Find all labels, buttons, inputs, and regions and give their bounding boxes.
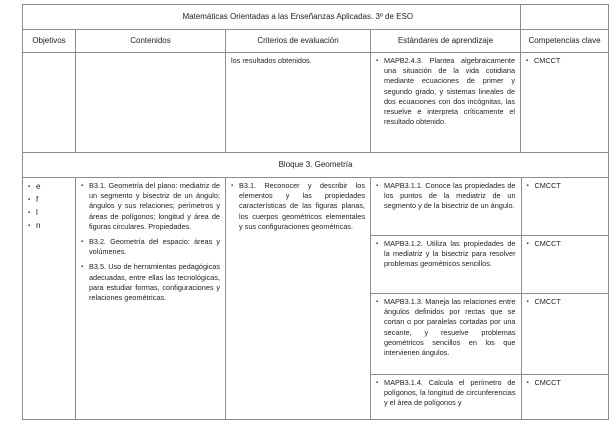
- competencia-text: ▪ CMCCT: [527, 239, 605, 249]
- continuation-row: [23, 53, 609, 153]
- criterio-item: ▪ B3.1. Reconocer y describir los elementos y las propiedades características de las figuras planas, los cuerpos geométricos elementales y sus configuraciones geométricas.: [231, 181, 365, 232]
- objetivo-item: ▪ f: [28, 194, 70, 206]
- cont-estandar-text: ▪ MAPB2.4.3. Plantea algebraicamente una situación de la vida cotidiana mediante ecuaciones de primer y segundo grado, y sistemas lineales de dos ecuaciones con dos incógnitas, las resuelve e interpreta críticamente el resultado obtenido.: [376, 56, 515, 127]
- cont-contenidos: [76, 53, 226, 153]
- objetivo-item: ▪ e: [28, 181, 70, 193]
- estandar-text: ▪ MAPB3.1.2. Utiliza las propiedades de la mediatriz y la bisectriz para resolver problemas geométricos sencillos.: [376, 239, 516, 270]
- competencia-cell: [521, 178, 609, 236]
- estandar-text: ▪ MAPB3.1.3. Maneja las relaciones entre ángulos definidos por rectas que se cortan o por paralelas cortadas por una secante, y resuelve problemas geométricos sencillos en los que intervienen ángulos.: [376, 297, 516, 358]
- estandar-row: [371, 294, 609, 375]
- competencia-cell: [521, 294, 609, 375]
- block3-estandares: [371, 178, 609, 420]
- competencia-text: ▪ CMCCT: [527, 297, 605, 307]
- title-row: [23, 5, 609, 30]
- header-objetivos: Objetivos: [23, 30, 76, 53]
- objetivo-item: ▪ n: [28, 220, 70, 232]
- block3-criterio: [226, 178, 371, 420]
- contenido-item: ▪ B3.2. Geometría del espacio: áreas y volúmenes.: [81, 237, 220, 257]
- block-row: [23, 153, 609, 178]
- block-title: Bloque 3. Geometría: [23, 153, 609, 178]
- competencia-text: ▪ CMCCT: [527, 378, 605, 388]
- header-competencias: Competencias clave: [521, 30, 609, 53]
- curriculum-table: [22, 4, 609, 420]
- header-row: [23, 30, 609, 53]
- header-contenidos: Contenidos: [76, 30, 226, 53]
- estandar-row: [371, 236, 609, 294]
- block3-row: [23, 178, 609, 420]
- competencia-cell: [521, 236, 609, 294]
- cont-criterio: [226, 53, 371, 153]
- cont-criterio-text: los resultados obtenidos.: [231, 56, 312, 65]
- estandar-text: ▪ MAPB3.1.1. Conoce las propiedades de los puntos de la mediatriz de un segmento y de la bisectriz de un ángulo.: [376, 181, 516, 212]
- title-right-spacer: [521, 5, 609, 30]
- estandar-text: ▪ MAPB3.1.4. Calcula el perímetro de polígonos, la longitud de circunferencias y el área de polígonos y: [376, 378, 516, 409]
- estandar-cell: [371, 294, 521, 375]
- cont-competencia: [521, 53, 609, 153]
- estandar-cell: [371, 375, 521, 420]
- cont-objetivos: [23, 53, 76, 153]
- contenido-item: ▪ B3.5. Uso de herramientas pedagógicas adecuadas, entre ellas las tecnológicas, para estudiar formas, configuraciones y relaciones geométricas.: [81, 262, 220, 303]
- cont-competencia-text: ▪ CMCCT: [526, 56, 603, 66]
- header-estandares: Estándares de aprendizaje: [371, 30, 521, 53]
- block3-contenidos: [76, 178, 226, 420]
- title-spacer: [23, 5, 76, 30]
- header-criterios: Criterios de evaluación: [226, 30, 371, 53]
- estandares-subtable: [371, 178, 609, 419]
- block3-objetivos: [23, 178, 76, 420]
- competencia-cell: [521, 375, 609, 420]
- estandar-row: [371, 375, 609, 420]
- estandar-cell: [371, 178, 521, 236]
- table-title: Matemáticas Orientadas a las Enseñanzas Aplicadas. 3º de ESO: [76, 5, 521, 30]
- cont-estandar: [371, 53, 521, 153]
- estandar-row: [371, 178, 609, 236]
- competencia-text: ▪ CMCCT: [527, 181, 605, 191]
- contenido-item: ▪ B3.1. Geometría del plano: mediatriz de un segmento y bisectriz de un ángulo; ángulos y sus relaciones; perímetros y áreas de polígonos; longitud y área de figuras circulares. Propiedades.: [81, 181, 220, 232]
- estandar-cell: [371, 236, 521, 294]
- objetivo-item: ▪ l: [28, 207, 70, 219]
